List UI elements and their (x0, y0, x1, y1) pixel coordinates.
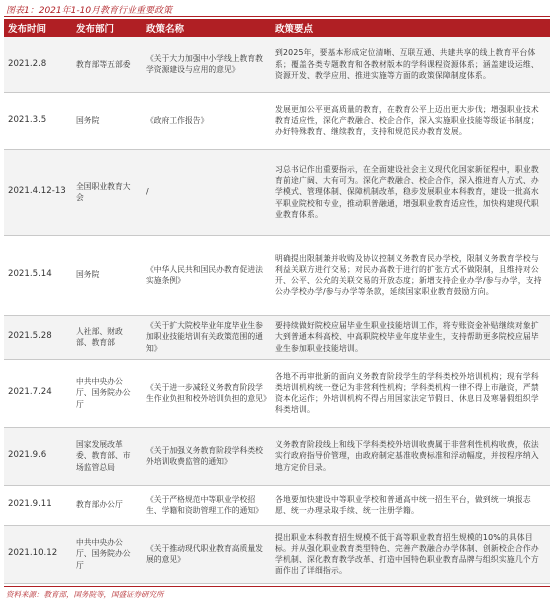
cell-dept: 全国职业教育大会 (72, 149, 142, 235)
cell-dept: 中共中央办公厅、国务院办公厅 (72, 525, 142, 583)
cell-dept: 国务院 (72, 92, 142, 149)
cell-dept: 国务院 (72, 235, 142, 315)
source-divider (4, 586, 550, 587)
cell-date: 2021.10.12 (4, 525, 72, 583)
cell-date: 2021.9.11 (4, 485, 72, 525)
cell-policy-name: 《中华人民共和国民办教育促进法实施条例》 (142, 235, 271, 315)
cell-date: 2021.4.12-13 (4, 149, 72, 235)
table-row (4, 92, 550, 149)
header-summary: 政策要点 (271, 19, 550, 37)
cell-summary: 义务教育阶段线上和线下学科类校外培训收费属于非营利性机构收费，依法实行政府指导价管理，由政府制定基准收费标准和浮动幅度，并按程序纳入地方定价目录。 (271, 427, 550, 485)
table-row (4, 315, 550, 359)
header-date: 发布时间 (4, 19, 72, 37)
cell-summary: 要持续做好院校应届毕业生职业技能培训工作，将专账资金补贴继续对象扩大到普通本科高校、中高职院校毕业年度毕业生，支持帮助更多院校应届毕业生参加职业技能培训。 (271, 315, 550, 359)
cell-policy-name: 《关于扩大院校毕业年度毕业生参加职业技能培训有关政策范围的通知》 (142, 315, 271, 359)
cell-dept: 国家发展改革委、教育部、市场监管总局 (72, 427, 142, 485)
caption-divider (4, 16, 550, 17)
cell-policy-name: 《关于进一步减轻义务教育阶段学生作业负担和校外培训负担的意见》 (142, 359, 271, 427)
cell-summary: 习总书记作出重要指示，在全面建设社会主义现代化国家新征程中，职业教育前途广阔、大有可为。深化产教融合、校企合作，深入推进育人方式、办学模式、管理体制、保障机制改革，稳步发展职业本科教育，建设一批高水平职业院校和专业，推动职普融通，增强职业教育适应性，加快构建现代职业教育体系。 (271, 149, 550, 235)
cell-dept: 教育部等五部委 (72, 37, 142, 92)
cell-dept: 人社部、财政部、教育部 (72, 315, 142, 359)
cell-date: 2021.7.24 (4, 359, 72, 427)
header-name: 政策名称 (142, 19, 271, 37)
cell-summary: 各地不再审批新的面向义务教育阶段学生的学科类校外培训机构；现有学科类培训机构统一登记为非营利性机构；学科类机构一律不得上市融资，严禁资本化运作；外培训机构不得占用国家法定节假日、休息日及寒暑假组织学科类培训。 (271, 359, 550, 427)
cell-policy-name: 《关于推动现代职业教育高质量发展的意见》 (142, 525, 271, 583)
cell-policy-name: 《关于大力加强中小学线上教育教学资源建设与应用的意见》 (142, 37, 271, 92)
header-dept: 发布部门 (72, 19, 142, 37)
table-row (4, 525, 550, 583)
cell-summary: 到2025年，要基本形成定位清晰、互联互通、共建共享的线上教育平台体系；覆盖各类专题教育和各教材版本的学科课程资源体系；涵盖建设运维、资源开发、教学应用、推进实施等方面的政策保障制度体系。 (271, 37, 550, 92)
cell-policy-name: / (142, 149, 271, 235)
cell-policy-name: 《关于加强义务教育阶段学科类校外培训收费监管的通知》 (142, 427, 271, 485)
table-row (4, 149, 550, 235)
cell-date: 2021.5.14 (4, 235, 72, 315)
table-header-row (4, 19, 550, 37)
source-note: 资料来源：教育部，国务院等，国盛证券研究所 (6, 590, 164, 599)
table-row (4, 427, 550, 485)
cell-date: 2021.9.6 (4, 427, 72, 485)
cell-policy-name: 《关于严格规范中等职业学校招生、学籍和资助管理工作的通知》 (142, 485, 271, 525)
table-row (4, 37, 550, 92)
cell-date: 2021.2.8 (4, 37, 72, 92)
cell-dept: 中共中央办公厅、国务院办公厅 (72, 359, 142, 427)
table-row (4, 485, 550, 525)
table-caption: 图表1：2021年1-10月教育行业重要政策 (6, 6, 173, 16)
table-row (4, 359, 550, 427)
cell-summary: 各地要加快建设中等职业学校和普通高中统一招生平台，做到统一填报志愿、统一办理录取手续、统一注册学籍。 (271, 485, 550, 525)
cell-date: 2021.3.5 (4, 92, 72, 149)
cell-policy-name: 《政府工作报告》 (142, 92, 271, 149)
cell-summary: 明确提出限制兼并收购及协议控制义务教育民办学校，限制义务教育学校与利益关联方进行交易；对民办高教于进行的扩张方式不做限制，且维持对公开、公平、公允的关联交易的开放态度；新增支持企业办学/参与办学，支持公办学校办学/参与办学等条款，延续国家职业教育鼓励方向。 (271, 235, 550, 315)
cell-date: 2021.5.28 (4, 315, 72, 359)
cell-dept: 教育部办公厅 (72, 485, 142, 525)
cell-summary: 发展更加公平更高质量的教育，在教育公平上迈出更大步伐；增强职业技术教育适应性，深化产教融合、校企合作，深入实施职业技能等级证书制度；办好特殊教育、继续教育，支持和规范民办教育发展。 (271, 92, 550, 149)
table-row (4, 235, 550, 315)
cell-summary: 提出职业本科教育招生规模不低于高等职业教育招生规模的10%的具体目标。并从强化职业教育类型特色、完善产教融合办学体制、创新校企合作办学机制、深化教育教学改革、打造中国特色职业教育品牌与组织实施几个方面作出了详细指示。 (271, 525, 550, 583)
policy-table (4, 19, 550, 584)
